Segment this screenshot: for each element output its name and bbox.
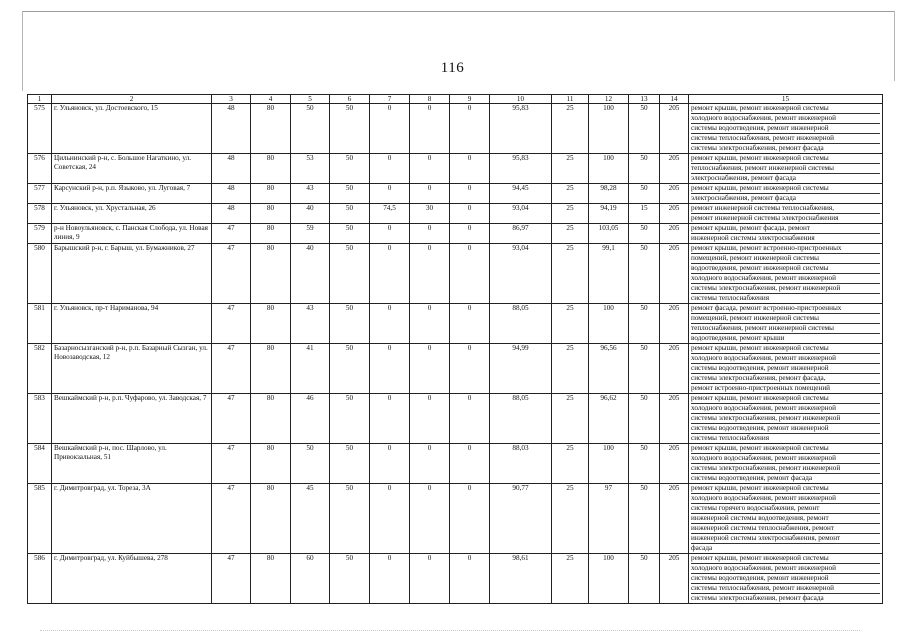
works-line: системы теплоснабжения — [691, 294, 770, 302]
value-cell-c10: 88,03 — [490, 444, 552, 484]
works-line: ремонт крыши, ремонт инженерной системы — [691, 394, 880, 404]
value-cell-c11: 25 — [552, 344, 589, 394]
value-cell-c6: 50 — [330, 184, 370, 204]
value-cell-c13: 50 — [629, 554, 660, 604]
value-cell-c13: 50 — [629, 344, 660, 394]
column-number: 7 — [370, 95, 410, 104]
works-line: водоотведения, ремонт инженерной системы — [691, 264, 880, 274]
value-cell-c13: 50 — [629, 224, 660, 244]
value-cell-c4: 80 — [251, 554, 291, 604]
column-number: 4 — [251, 95, 291, 104]
works-line: ремонт крыши, ремонт встроенно-пристроенных — [691, 244, 880, 254]
works-cell — [689, 204, 883, 224]
value-cell-c6: 50 — [330, 204, 370, 224]
value-cell-c12: 98,28 — [589, 184, 629, 204]
value-cell-c6: 50 — [330, 554, 370, 604]
row-number: 582 — [28, 344, 52, 394]
address-cell: Вешкаймский р-н, р.п. Чуфарово, ул. Заводская, 7 — [52, 394, 212, 444]
value-cell-c12: 96,62 — [589, 394, 629, 444]
works-cell — [689, 344, 883, 394]
value-cell-c8: 0 — [410, 154, 450, 184]
row-number: 579 — [28, 224, 52, 244]
value-cell-c14: 205 — [660, 394, 689, 444]
value-cell-c11: 25 — [552, 154, 589, 184]
row-number: 578 — [28, 204, 52, 224]
value-cell-c4: 80 — [251, 184, 291, 204]
value-cell-c11: 25 — [552, 184, 589, 204]
value-cell-c13: 50 — [629, 184, 660, 204]
value-cell-c7: 0 — [370, 224, 410, 244]
address-cell: Карсунский р-н, р.п. Языково, ул. Луговая, 7 — [52, 184, 212, 204]
value-cell-c3: 47 — [212, 444, 251, 484]
value-cell-c9: 0 — [450, 154, 490, 184]
works-line: холодного водоснабжения, ремонт инженерной — [691, 354, 880, 364]
value-cell-c10: 90,77 — [490, 484, 552, 554]
works-line: холодного водоснабжения, ремонт инженерной — [691, 274, 880, 284]
table-row — [28, 344, 883, 394]
value-cell-c4: 80 — [251, 484, 291, 554]
value-cell-c5: 41 — [291, 344, 330, 394]
value-cell-c12: 100 — [589, 104, 629, 154]
row-number: 580 — [28, 244, 52, 304]
value-cell-c10: 94,45 — [490, 184, 552, 204]
table-row — [28, 244, 883, 304]
column-number: 13 — [629, 95, 660, 104]
value-cell-c11: 25 — [552, 554, 589, 604]
table-row — [28, 554, 883, 604]
repair-program-table — [27, 94, 883, 604]
value-cell-c6: 50 — [330, 244, 370, 304]
works-cell — [689, 224, 883, 244]
works-line: электроснабжения, ремонт фасада — [691, 194, 796, 202]
works-line: ремонт фасада, ремонт встроенно-пристроенных — [691, 304, 880, 314]
value-cell-c3: 48 — [212, 184, 251, 204]
works-line: системы электроснабжения, ремонт инженерной — [691, 414, 880, 424]
value-cell-c13: 50 — [629, 154, 660, 184]
value-cell-c3: 48 — [212, 204, 251, 224]
value-cell-c12: 103,05 — [589, 224, 629, 244]
works-line: ремонт инженерной системы электроснабжения — [691, 214, 839, 222]
value-cell-c14: 205 — [660, 554, 689, 604]
value-cell-c10: 93,04 — [490, 204, 552, 224]
address-cell: р-н Новоульяновск, с. Панская Слобода, ул. Новая линия, 9 — [52, 224, 212, 244]
column-number: 15 — [689, 95, 883, 104]
value-cell-c4: 80 — [251, 204, 291, 224]
value-cell-c8: 0 — [410, 304, 450, 344]
value-cell-c6: 50 — [330, 304, 370, 344]
column-number: 14 — [660, 95, 689, 104]
value-cell-c7: 0 — [370, 104, 410, 154]
row-number: 583 — [28, 394, 52, 444]
value-cell-c8: 0 — [410, 394, 450, 444]
value-cell-c6: 50 — [330, 104, 370, 154]
table-row — [28, 154, 883, 184]
value-cell-c10: 93,04 — [490, 244, 552, 304]
works-line: системы водоотведения, ремонт инженерной — [691, 124, 880, 134]
value-cell-c5: 50 — [291, 444, 330, 484]
value-cell-c12: 100 — [589, 154, 629, 184]
value-cell-c13: 15 — [629, 204, 660, 224]
value-cell-c12: 100 — [589, 444, 629, 484]
value-cell-c3: 47 — [212, 244, 251, 304]
column-number-row — [28, 95, 883, 104]
value-cell-c12: 100 — [589, 304, 629, 344]
value-cell-c14: 205 — [660, 104, 689, 154]
value-cell-c3: 48 — [212, 154, 251, 184]
address-cell: г. Ульяновск, ул. Достоевского, 15 — [52, 104, 212, 154]
value-cell-c14: 205 — [660, 244, 689, 304]
works-line: системы водоотведения, ремонт фасада — [691, 474, 813, 482]
value-cell-c10: 95,83 — [490, 104, 552, 154]
value-cell-c8: 0 — [410, 484, 450, 554]
value-cell-c10: 86,97 — [490, 224, 552, 244]
column-number: 9 — [450, 95, 490, 104]
works-cell — [689, 184, 883, 204]
value-cell-c9: 0 — [450, 204, 490, 224]
value-cell-c11: 25 — [552, 104, 589, 154]
value-cell-c5: 50 — [291, 104, 330, 154]
value-cell-c7: 0 — [370, 304, 410, 344]
value-cell-c12: 99,1 — [589, 244, 629, 304]
value-cell-c13: 50 — [629, 444, 660, 484]
works-line: ремонт крыши, ремонт инженерной системы — [691, 484, 880, 494]
value-cell-c9: 0 — [450, 224, 490, 244]
works-line: ремонт крыши, ремонт фасада, ремонт — [691, 224, 880, 234]
value-cell-c10: 95,83 — [490, 154, 552, 184]
address-cell: Барышский р-н, г. Барыш, ул. Бумажников, 27 — [52, 244, 212, 304]
value-cell-c4: 80 — [251, 444, 291, 484]
page-number: 116 — [440, 60, 465, 76]
works-line: инженерной системы электроснабжения — [691, 234, 815, 242]
value-cell-c4: 80 — [251, 344, 291, 394]
works-line: ремонт крыши, ремонт инженерной системы — [691, 154, 880, 164]
table-row — [28, 304, 883, 344]
value-cell-c11: 25 — [552, 304, 589, 344]
works-line: ремонт крыши, ремонт инженерной системы — [691, 444, 880, 454]
value-cell-c3: 47 — [212, 344, 251, 394]
address-cell: Базарносызганский р-н, р.п. Базарный Сызган, ул. Новозаводская, 12 — [52, 344, 212, 394]
value-cell-c4: 80 — [251, 244, 291, 304]
address-cell: г. Ульяновск, ул. Хрустальная, 26 — [52, 204, 212, 224]
works-line: холодного водоснабжения, ремонт инженерной — [691, 454, 880, 464]
works-line: ремонт крыши, ремонт инженерной системы — [691, 344, 880, 354]
value-cell-c5: 43 — [291, 304, 330, 344]
value-cell-c12: 96,56 — [589, 344, 629, 394]
value-cell-c13: 50 — [629, 244, 660, 304]
value-cell-c6: 50 — [330, 154, 370, 184]
address-cell: г. Димитровград, ул. Тореза, 3А — [52, 484, 212, 554]
value-cell-c6: 50 — [330, 224, 370, 244]
column-number: 10 — [490, 95, 552, 104]
works-line: холодного водоснабжения, ремонт инженерной — [691, 404, 880, 414]
table-row — [28, 484, 883, 554]
address-cell: г. Ульяновск, пр-т Нариманова, 94 — [52, 304, 212, 344]
value-cell-c11: 25 — [552, 444, 589, 484]
works-line: системы электроснабжения, ремонт фасада, — [691, 374, 880, 384]
value-cell-c11: 25 — [552, 484, 589, 554]
works-cell — [689, 104, 883, 154]
works-cell — [689, 484, 883, 554]
column-number: 5 — [291, 95, 330, 104]
works-line: помещений, ремонт инженерной системы — [691, 314, 880, 324]
address-cell: г. Димитровград, ул. Куйбышева, 278 — [52, 554, 212, 604]
value-cell-c3: 47 — [212, 304, 251, 344]
value-cell-c14: 205 — [660, 304, 689, 344]
value-cell-c8: 0 — [410, 184, 450, 204]
value-cell-c10: 94,99 — [490, 344, 552, 394]
value-cell-c9: 0 — [450, 244, 490, 304]
works-line: системы электроснабжения, ремонт фасада — [691, 594, 824, 602]
works-line: водоотведения, ремонт крыши — [691, 334, 785, 342]
address-cell: Вешкаймский р-н, пос. Шарлово, ул. Привокзальная, 51 — [52, 444, 212, 484]
value-cell-c8: 0 — [410, 444, 450, 484]
works-cell — [689, 444, 883, 484]
value-cell-c5: 46 — [291, 394, 330, 444]
table-row — [28, 184, 883, 204]
table-body — [28, 95, 883, 604]
value-cell-c14: 205 — [660, 184, 689, 204]
value-cell-c11: 25 — [552, 394, 589, 444]
value-cell-c11: 25 — [552, 204, 589, 224]
value-cell-c8: 0 — [410, 104, 450, 154]
value-cell-c3: 47 — [212, 224, 251, 244]
row-number: 584 — [28, 444, 52, 484]
value-cell-c13: 50 — [629, 394, 660, 444]
value-cell-c7: 0 — [370, 244, 410, 304]
works-line: теплоснабжения, ремонт инженерной системы — [691, 324, 880, 334]
works-line: системы электроснабжения, ремонт фасада — [691, 144, 824, 152]
row-number: 581 — [28, 304, 52, 344]
value-cell-c7: 0 — [370, 344, 410, 394]
works-line: фасада — [691, 544, 713, 552]
works-line: системы водоотведения, ремонт инженерной — [691, 424, 880, 434]
column-number: 1 — [28, 95, 52, 104]
table-row — [28, 444, 883, 484]
works-line: ремонт крыши, ремонт инженерной системы — [691, 104, 880, 114]
value-cell-c14: 205 — [660, 224, 689, 244]
value-cell-c8: 0 — [410, 554, 450, 604]
value-cell-c10: 88,05 — [490, 304, 552, 344]
value-cell-c6: 50 — [330, 444, 370, 484]
scan-edge-top — [22, 11, 894, 12]
value-cell-c9: 0 — [450, 344, 490, 394]
value-cell-c5: 53 — [291, 154, 330, 184]
works-line: инженерной системы водоотведения, ремонт — [691, 514, 880, 524]
value-cell-c9: 0 — [450, 394, 490, 444]
works-line: системы электроснабжения, ремонт инженерной — [691, 284, 880, 294]
works-cell — [689, 394, 883, 444]
row-number: 585 — [28, 484, 52, 554]
works-line: системы теплоснабжения, ремонт инженерной — [691, 134, 880, 144]
value-cell-c14: 205 — [660, 154, 689, 184]
table-row — [28, 204, 883, 224]
value-cell-c3: 47 — [212, 554, 251, 604]
value-cell-c13: 50 — [629, 484, 660, 554]
value-cell-c5: 59 — [291, 224, 330, 244]
works-line: ремонт инженерной системы теплоснабжения, — [691, 204, 880, 214]
value-cell-c4: 80 — [251, 304, 291, 344]
value-cell-c3: 47 — [212, 484, 251, 554]
value-cell-c13: 50 — [629, 304, 660, 344]
value-cell-c13: 50 — [629, 104, 660, 154]
works-line: инженерной системы теплоснабжения, ремонт — [691, 524, 880, 534]
value-cell-c6: 50 — [330, 484, 370, 554]
column-number: 6 — [330, 95, 370, 104]
value-cell-c14: 205 — [660, 484, 689, 554]
value-cell-c10: 98,61 — [490, 554, 552, 604]
scan-edge-bottom — [40, 630, 860, 631]
works-cell — [689, 304, 883, 344]
column-number: 2 — [52, 95, 212, 104]
value-cell-c3: 48 — [212, 104, 251, 154]
value-cell-c8: 0 — [410, 244, 450, 304]
value-cell-c14: 205 — [660, 444, 689, 484]
value-cell-c10: 88,05 — [490, 394, 552, 444]
value-cell-c9: 0 — [450, 484, 490, 554]
works-line: системы теплоснабжения — [691, 434, 770, 442]
table-row — [28, 104, 883, 154]
works-line: электроснабжения, ремонт фасада — [691, 174, 796, 182]
value-cell-c4: 80 — [251, 224, 291, 244]
column-number: 11 — [552, 95, 589, 104]
works-cell — [689, 244, 883, 304]
works-line: системы водоотведения, ремонт инженерной — [691, 574, 880, 584]
value-cell-c14: 205 — [660, 344, 689, 394]
value-cell-c3: 47 — [212, 394, 251, 444]
works-line: системы электроснабжения, ремонт инженерной — [691, 464, 880, 474]
row-number: 586 — [28, 554, 52, 604]
value-cell-c8: 30 — [410, 204, 450, 224]
address-cell: Цильнинский р-н, с. Большое Нагаткино, ул. Советская, 24 — [52, 154, 212, 184]
value-cell-c7: 0 — [370, 444, 410, 484]
row-number: 575 — [28, 104, 52, 154]
row-number: 577 — [28, 184, 52, 204]
value-cell-c9: 0 — [450, 104, 490, 154]
value-cell-c7: 0 — [370, 554, 410, 604]
value-cell-c6: 50 — [330, 344, 370, 394]
value-cell-c9: 0 — [450, 444, 490, 484]
value-cell-c5: 43 — [291, 184, 330, 204]
works-line: системы горячего водоснабжения, ремонт — [691, 504, 880, 514]
column-number: 3 — [212, 95, 251, 104]
value-cell-c6: 50 — [330, 394, 370, 444]
works-cell — [689, 154, 883, 184]
value-cell-c9: 0 — [450, 184, 490, 204]
value-cell-c7: 0 — [370, 394, 410, 444]
works-line: теплоснабжения, ремонт инженерной системы — [691, 164, 880, 174]
works-line: холодного водоснабжения, ремонт инженерной — [691, 114, 880, 124]
value-cell-c11: 25 — [552, 224, 589, 244]
works-line: системы теплоснабжения, ремонт инженерной — [691, 584, 880, 594]
value-cell-c4: 80 — [251, 104, 291, 154]
works-line: помещений, ремонт инженерной системы — [691, 254, 880, 264]
column-number: 8 — [410, 95, 450, 104]
works-line: ремонт крыши, ремонт инженерной системы — [691, 184, 880, 194]
works-line: холодного водоснабжения, ремонт инженерной — [691, 564, 880, 574]
value-cell-c7: 74,5 — [370, 204, 410, 224]
value-cell-c5: 60 — [291, 554, 330, 604]
value-cell-c14: 205 — [660, 204, 689, 224]
works-line: ремонт встроенно-пристроенных помещений — [691, 384, 831, 392]
value-cell-c5: 40 — [291, 244, 330, 304]
table-row — [28, 394, 883, 444]
works-line: холодного водоснабжения, ремонт инженерной — [691, 494, 880, 504]
works-line: системы водоотведения, ремонт инженерной — [691, 364, 880, 374]
value-cell-c4: 80 — [251, 154, 291, 184]
works-line: инженерной системы электроснабжения, ремонт — [691, 534, 880, 544]
value-cell-c12: 94,19 — [589, 204, 629, 224]
value-cell-c12: 100 — [589, 554, 629, 604]
value-cell-c4: 80 — [251, 394, 291, 444]
value-cell-c9: 0 — [450, 554, 490, 604]
value-cell-c5: 45 — [291, 484, 330, 554]
table-row — [28, 224, 883, 244]
value-cell-c7: 0 — [370, 184, 410, 204]
value-cell-c8: 0 — [410, 344, 450, 394]
column-number: 12 — [589, 95, 629, 104]
value-cell-c12: 97 — [589, 484, 629, 554]
works-line: ремонт крыши, ремонт инженерной системы — [691, 554, 880, 564]
works-cell — [689, 554, 883, 604]
value-cell-c5: 40 — [291, 204, 330, 224]
value-cell-c7: 0 — [370, 484, 410, 554]
scan-edge-left — [22, 11, 23, 91]
value-cell-c7: 0 — [370, 154, 410, 184]
value-cell-c8: 0 — [410, 224, 450, 244]
value-cell-c9: 0 — [450, 304, 490, 344]
row-number: 576 — [28, 154, 52, 184]
value-cell-c11: 25 — [552, 244, 589, 304]
